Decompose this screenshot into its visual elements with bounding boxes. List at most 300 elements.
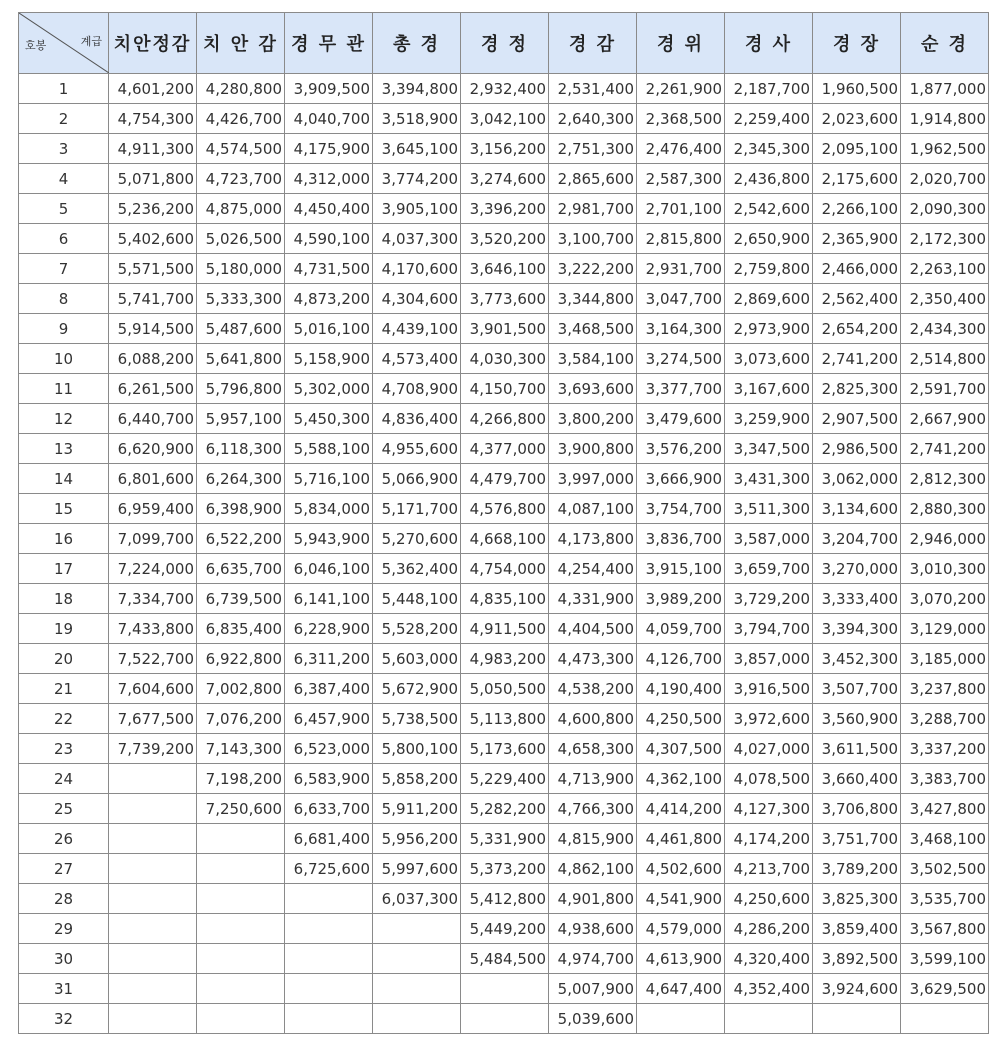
salary-cell: 3,164,300: [637, 314, 725, 344]
salary-cell: 5,487,600: [197, 314, 285, 344]
salary-cell: 4,304,600: [373, 284, 461, 314]
salary-cell: 6,457,900: [285, 704, 373, 734]
salary-cell: [109, 1004, 197, 1034]
salary-cell: 6,037,300: [373, 884, 461, 914]
salary-cell: 6,046,100: [285, 554, 373, 584]
header-row: [19, 13, 989, 74]
salary-cell: 2,542,600: [725, 194, 813, 224]
salary-cell: 2,654,200: [813, 314, 901, 344]
salary-cell: 2,981,700: [549, 194, 637, 224]
salary-cell: 4,668,100: [461, 524, 549, 554]
salary-cell: 5,050,500: [461, 674, 549, 704]
salary-cell: 3,535,700: [901, 884, 989, 914]
salary-cell: 3,129,000: [901, 614, 989, 644]
salary-cell: [285, 1004, 373, 1034]
step-cell: 13: [19, 434, 109, 464]
salary-cell: [109, 944, 197, 974]
salary-cell: [109, 884, 197, 914]
step-cell: 7: [19, 254, 109, 284]
salary-cell: 2,640,300: [549, 104, 637, 134]
salary-cell: 3,010,300: [901, 554, 989, 584]
salary-cell: 3,706,800: [813, 794, 901, 824]
salary-cell: 5,672,900: [373, 674, 461, 704]
salary-cell: 5,331,900: [461, 824, 549, 854]
salary-cell: 5,484,500: [461, 944, 549, 974]
salary-cell: 4,213,700: [725, 854, 813, 884]
salary-cell: 2,261,900: [637, 74, 725, 104]
salary-cell: 2,701,100: [637, 194, 725, 224]
step-cell: 17: [19, 554, 109, 584]
salary-cell: 4,439,100: [373, 314, 461, 344]
salary-cell: 5,911,200: [373, 794, 461, 824]
salary-cell: 2,172,300: [901, 224, 989, 254]
salary-cell: 3,237,800: [901, 674, 989, 704]
table-row: [19, 434, 989, 464]
step-cell: 6: [19, 224, 109, 254]
salary-cell: 4,150,700: [461, 374, 549, 404]
step-cell: 15: [19, 494, 109, 524]
salary-cell: 3,587,000: [725, 524, 813, 554]
salary-cell: 4,754,300: [109, 104, 197, 134]
salary-cell: 5,039,600: [549, 1004, 637, 1034]
salary-cell: 4,502,600: [637, 854, 725, 884]
salary-cell: 3,584,100: [549, 344, 637, 374]
salary-cell: 7,076,200: [197, 704, 285, 734]
salary-cell: [285, 884, 373, 914]
salary-cell: 4,362,100: [637, 764, 725, 794]
salary-cell: 4,590,100: [285, 224, 373, 254]
salary-cell: 4,541,900: [637, 884, 725, 914]
table-row: [19, 974, 989, 1004]
salary-cell: [197, 884, 285, 914]
salary-cell: 3,073,600: [725, 344, 813, 374]
salary-cell: 4,983,200: [461, 644, 549, 674]
salary-cell: 2,263,100: [901, 254, 989, 284]
salary-cell: 2,434,300: [901, 314, 989, 344]
salary-cell: 4,190,400: [637, 674, 725, 704]
salary-cell: 2,436,800: [725, 164, 813, 194]
salary-cell: 4,754,000: [461, 554, 549, 584]
salary-cell: 3,344,800: [549, 284, 637, 314]
salary-cell: 7,250,600: [197, 794, 285, 824]
step-cell: 4: [19, 164, 109, 194]
salary-cell: 2,587,300: [637, 164, 725, 194]
salary-cell: 5,236,200: [109, 194, 197, 224]
salary-cell: [285, 944, 373, 974]
salary-cell: 3,560,900: [813, 704, 901, 734]
salary-cell: 5,171,700: [373, 494, 461, 524]
salary-cell: 4,175,900: [285, 134, 373, 164]
salary-cell: 4,331,900: [549, 584, 637, 614]
salary-cell: 4,030,300: [461, 344, 549, 374]
salary-cell: [285, 974, 373, 1004]
salary-cell: 2,345,300: [725, 134, 813, 164]
salary-cell: 4,974,700: [549, 944, 637, 974]
salary-cell: 5,738,500: [373, 704, 461, 734]
salary-cell: 5,402,600: [109, 224, 197, 254]
corner-col-label: 계급: [80, 35, 102, 48]
salary-cell: 4,078,500: [725, 764, 813, 794]
salary-cell: 5,800,100: [373, 734, 461, 764]
salary-cell: 5,333,300: [197, 284, 285, 314]
salary-cell: 3,394,800: [373, 74, 461, 104]
salary-cell: 4,938,600: [549, 914, 637, 944]
table-row: [19, 554, 989, 584]
salary-cell: 4,713,900: [549, 764, 637, 794]
step-cell: 25: [19, 794, 109, 824]
column-header: 경 위: [637, 13, 725, 74]
step-cell: 2: [19, 104, 109, 134]
salary-cell: 4,955,600: [373, 434, 461, 464]
salary-cell: 3,468,500: [549, 314, 637, 344]
salary-cell: 3,751,700: [813, 824, 901, 854]
salary-cell: 5,603,000: [373, 644, 461, 674]
salary-cell: [109, 974, 197, 1004]
salary-cell: 4,037,300: [373, 224, 461, 254]
salary-cell: 5,180,000: [197, 254, 285, 284]
salary-cell: 6,922,800: [197, 644, 285, 674]
salary-cell: 2,020,700: [901, 164, 989, 194]
table-row: [19, 134, 989, 164]
salary-cell: 3,167,600: [725, 374, 813, 404]
salary-cell: 4,312,000: [285, 164, 373, 194]
salary-cell: 4,266,800: [461, 404, 549, 434]
salary-cell: 2,175,600: [813, 164, 901, 194]
salary-cell: 3,645,100: [373, 134, 461, 164]
table-row: [19, 524, 989, 554]
salary-cell: 2,350,400: [901, 284, 989, 314]
salary-cell: [725, 1004, 813, 1034]
salary-cell: 3,156,200: [461, 134, 549, 164]
salary-cell: 3,394,300: [813, 614, 901, 644]
salary-cell: 3,915,100: [637, 554, 725, 584]
salary-cell: 2,368,500: [637, 104, 725, 134]
table-header: [19, 13, 989, 74]
salary-cell: 2,187,700: [725, 74, 813, 104]
table-row: [19, 314, 989, 344]
salary-cell: 5,956,200: [373, 824, 461, 854]
salary-cell: [197, 944, 285, 974]
table-row: [19, 164, 989, 194]
salary-cell: 5,282,200: [461, 794, 549, 824]
column-header: 경 감: [549, 13, 637, 74]
salary-cell: 3,502,500: [901, 854, 989, 884]
salary-cell: 3,511,300: [725, 494, 813, 524]
step-cell: 20: [19, 644, 109, 674]
salary-cell: 3,825,300: [813, 884, 901, 914]
salary-cell: 3,347,500: [725, 434, 813, 464]
salary-cell: [109, 854, 197, 884]
salary-cell: 4,479,700: [461, 464, 549, 494]
salary-cell: 6,801,600: [109, 464, 197, 494]
salary-cell: [197, 854, 285, 884]
salary-cell: 3,909,500: [285, 74, 373, 104]
salary-cell: 6,633,700: [285, 794, 373, 824]
step-cell: 24: [19, 764, 109, 794]
salary-cell: 3,468,100: [901, 824, 989, 854]
salary-cell: 5,026,500: [197, 224, 285, 254]
salary-cell: 4,426,700: [197, 104, 285, 134]
table-row: [19, 374, 989, 404]
salary-cell: 3,270,000: [813, 554, 901, 584]
salary-cell: 3,274,600: [461, 164, 549, 194]
salary-cell: 6,118,300: [197, 434, 285, 464]
salary-cell: 4,126,700: [637, 644, 725, 674]
salary-cell: 4,815,900: [549, 824, 637, 854]
salary-cell: 5,943,900: [285, 524, 373, 554]
salary-cell: 3,134,600: [813, 494, 901, 524]
table-row: [19, 854, 989, 884]
column-header: 총 경: [373, 13, 461, 74]
salary-cell: 5,449,200: [461, 914, 549, 944]
salary-cell: 6,681,400: [285, 824, 373, 854]
salary-cell: 4,731,500: [285, 254, 373, 284]
salary-cell: 3,997,000: [549, 464, 637, 494]
salary-cell: 3,520,200: [461, 224, 549, 254]
salary-cell: 2,562,400: [813, 284, 901, 314]
salary-cell: 3,062,000: [813, 464, 901, 494]
salary-cell: 4,574,500: [197, 134, 285, 164]
salary-cell: 2,466,000: [813, 254, 901, 284]
salary-cell: 2,023,600: [813, 104, 901, 134]
salary-cell: 4,250,500: [637, 704, 725, 734]
salary-cell: 5,834,000: [285, 494, 373, 524]
salary-cell: 3,611,500: [813, 734, 901, 764]
table-row: [19, 224, 989, 254]
salary-cell: 7,143,300: [197, 734, 285, 764]
salary-cell: 3,892,500: [813, 944, 901, 974]
salary-cell: 3,754,700: [637, 494, 725, 524]
salary-cell: 3,259,900: [725, 404, 813, 434]
salary-cell: 1,962,500: [901, 134, 989, 164]
salary-cell: 2,825,300: [813, 374, 901, 404]
salary-cell: 4,901,800: [549, 884, 637, 914]
table-row: [19, 614, 989, 644]
salary-cell: 5,796,800: [197, 374, 285, 404]
salary-cell: 4,286,200: [725, 914, 813, 944]
salary-cell: 2,650,900: [725, 224, 813, 254]
salary-cell: 5,229,400: [461, 764, 549, 794]
salary-cell: 3,660,400: [813, 764, 901, 794]
step-cell: 12: [19, 404, 109, 434]
salary-cell: 4,873,200: [285, 284, 373, 314]
salary-cell: 3,989,200: [637, 584, 725, 614]
column-header: 치안정감: [109, 13, 197, 74]
step-cell: 23: [19, 734, 109, 764]
salary-cell: 3,383,700: [901, 764, 989, 794]
salary-cell: 5,716,100: [285, 464, 373, 494]
salary-cell: 3,916,500: [725, 674, 813, 704]
step-cell: 31: [19, 974, 109, 1004]
salary-cell: 3,396,200: [461, 194, 549, 224]
salary-cell: 3,924,600: [813, 974, 901, 1004]
step-cell: 21: [19, 674, 109, 704]
salary-cell: [637, 1004, 725, 1034]
step-cell: 9: [19, 314, 109, 344]
salary-cell: 3,333,400: [813, 584, 901, 614]
salary-cell: 2,266,100: [813, 194, 901, 224]
column-header: 경 사: [725, 13, 813, 74]
salary-cell: 6,635,700: [197, 554, 285, 584]
salary-cell: 4,538,200: [549, 674, 637, 704]
salary-cell: [813, 1004, 901, 1034]
salary-cell: 6,523,000: [285, 734, 373, 764]
salary-cell: 3,599,100: [901, 944, 989, 974]
salary-cell: 6,620,900: [109, 434, 197, 464]
salary-cell: 5,302,000: [285, 374, 373, 404]
step-cell: 22: [19, 704, 109, 734]
table-row: [19, 884, 989, 914]
table-row: [19, 254, 989, 284]
salary-cell: 6,583,900: [285, 764, 373, 794]
column-header: 경 무 관: [285, 13, 373, 74]
salary-cell: 5,071,800: [109, 164, 197, 194]
salary-cell: 3,042,100: [461, 104, 549, 134]
salary-cell: 7,739,200: [109, 734, 197, 764]
salary-cell: 5,741,700: [109, 284, 197, 314]
table-row: [19, 794, 989, 824]
salary-cell: 5,997,600: [373, 854, 461, 884]
step-cell: 3: [19, 134, 109, 164]
salary-cell: 4,579,000: [637, 914, 725, 944]
salary-cell: 2,869,600: [725, 284, 813, 314]
salary-cell: 5,450,300: [285, 404, 373, 434]
step-cell: 11: [19, 374, 109, 404]
salary-cell: 2,751,300: [549, 134, 637, 164]
salary-cell: 2,531,400: [549, 74, 637, 104]
table-row: [19, 404, 989, 434]
salary-cell: 3,452,300: [813, 644, 901, 674]
salary-cell: 7,224,000: [109, 554, 197, 584]
salary-cell: 5,066,900: [373, 464, 461, 494]
salary-cell: 6,440,700: [109, 404, 197, 434]
salary-cell: 6,088,200: [109, 344, 197, 374]
salary-cell: 3,431,300: [725, 464, 813, 494]
salary-cell: 2,932,400: [461, 74, 549, 104]
salary-cell: 5,412,800: [461, 884, 549, 914]
salary-cell: 3,794,700: [725, 614, 813, 644]
salary-cell: 3,693,600: [549, 374, 637, 404]
salary-table-container: [18, 12, 989, 1034]
salary-cell: 4,307,500: [637, 734, 725, 764]
salary-cell: 2,514,800: [901, 344, 989, 374]
salary-cell: 3,629,500: [901, 974, 989, 1004]
salary-cell: 5,448,100: [373, 584, 461, 614]
step-cell: 26: [19, 824, 109, 854]
salary-cell: 2,931,700: [637, 254, 725, 284]
salary-cell: 4,875,000: [197, 194, 285, 224]
salary-cell: 2,759,800: [725, 254, 813, 284]
salary-cell: 6,387,400: [285, 674, 373, 704]
table-row: [19, 704, 989, 734]
salary-cell: 2,880,300: [901, 494, 989, 524]
table-row: [19, 644, 989, 674]
salary-cell: [901, 1004, 989, 1034]
step-cell: 29: [19, 914, 109, 944]
salary-cell: 3,100,700: [549, 224, 637, 254]
step-cell: 10: [19, 344, 109, 374]
table-row: [19, 344, 989, 374]
salary-cell: 5,373,200: [461, 854, 549, 884]
salary-cell: 1,877,000: [901, 74, 989, 104]
salary-cell: 4,708,900: [373, 374, 461, 404]
salary-cell: 2,741,200: [901, 434, 989, 464]
table-row: [19, 104, 989, 134]
salary-cell: [197, 1004, 285, 1034]
salary-cell: 4,027,000: [725, 734, 813, 764]
table-row: [19, 734, 989, 764]
salary-cell: 3,204,700: [813, 524, 901, 554]
step-cell: 1: [19, 74, 109, 104]
salary-cell: 4,059,700: [637, 614, 725, 644]
salary-cell: 7,604,600: [109, 674, 197, 704]
salary-cell: 1,960,500: [813, 74, 901, 104]
salary-cell: 5,158,900: [285, 344, 373, 374]
salary-cell: 7,002,800: [197, 674, 285, 704]
salary-cell: 3,800,200: [549, 404, 637, 434]
salary-cell: 3,427,800: [901, 794, 989, 824]
corner-header-cell: [19, 13, 109, 74]
table-row: [19, 464, 989, 494]
salary-cell: 6,398,900: [197, 494, 285, 524]
salary-cell: 5,016,100: [285, 314, 373, 344]
salary-cell: 4,862,100: [549, 854, 637, 884]
salary-cell: 3,859,400: [813, 914, 901, 944]
salary-cell: [197, 914, 285, 944]
salary-cell: 3,900,800: [549, 434, 637, 464]
salary-cell: 2,365,900: [813, 224, 901, 254]
salary-cell: 2,259,400: [725, 104, 813, 134]
salary-cell: 3,337,200: [901, 734, 989, 764]
salary-cell: 2,973,900: [725, 314, 813, 344]
salary-cell: 3,185,000: [901, 644, 989, 674]
column-header: 치 안 감: [197, 13, 285, 74]
salary-cell: 6,264,300: [197, 464, 285, 494]
salary-cell: 4,911,500: [461, 614, 549, 644]
step-cell: 5: [19, 194, 109, 224]
salary-cell: 7,677,500: [109, 704, 197, 734]
table-row: [19, 944, 989, 974]
salary-cell: 6,959,400: [109, 494, 197, 524]
table-row: [19, 194, 989, 224]
table-body: [19, 74, 989, 1034]
salary-cell: 3,901,500: [461, 314, 549, 344]
salary-cell: 3,774,200: [373, 164, 461, 194]
salary-cell: 7,334,700: [109, 584, 197, 614]
salary-cell: 5,957,100: [197, 404, 285, 434]
salary-cell: 5,362,400: [373, 554, 461, 584]
salary-cell: [461, 974, 549, 1004]
salary-cell: 5,270,600: [373, 524, 461, 554]
salary-cell: 6,739,500: [197, 584, 285, 614]
salary-cell: 7,198,200: [197, 764, 285, 794]
salary-cell: 4,473,300: [549, 644, 637, 674]
salary-cell: 3,729,200: [725, 584, 813, 614]
salary-cell: 2,815,800: [637, 224, 725, 254]
salary-cell: 5,007,900: [549, 974, 637, 1004]
salary-cell: 2,476,400: [637, 134, 725, 164]
salary-cell: 4,911,300: [109, 134, 197, 164]
salary-cell: [109, 914, 197, 944]
salary-cell: [109, 764, 197, 794]
salary-cell: 3,857,000: [725, 644, 813, 674]
table-row: [19, 74, 989, 104]
salary-cell: 2,907,500: [813, 404, 901, 434]
salary-cell: 3,518,900: [373, 104, 461, 134]
salary-cell: 6,311,200: [285, 644, 373, 674]
salary-cell: 4,600,800: [549, 704, 637, 734]
salary-cell: 4,404,500: [549, 614, 637, 644]
